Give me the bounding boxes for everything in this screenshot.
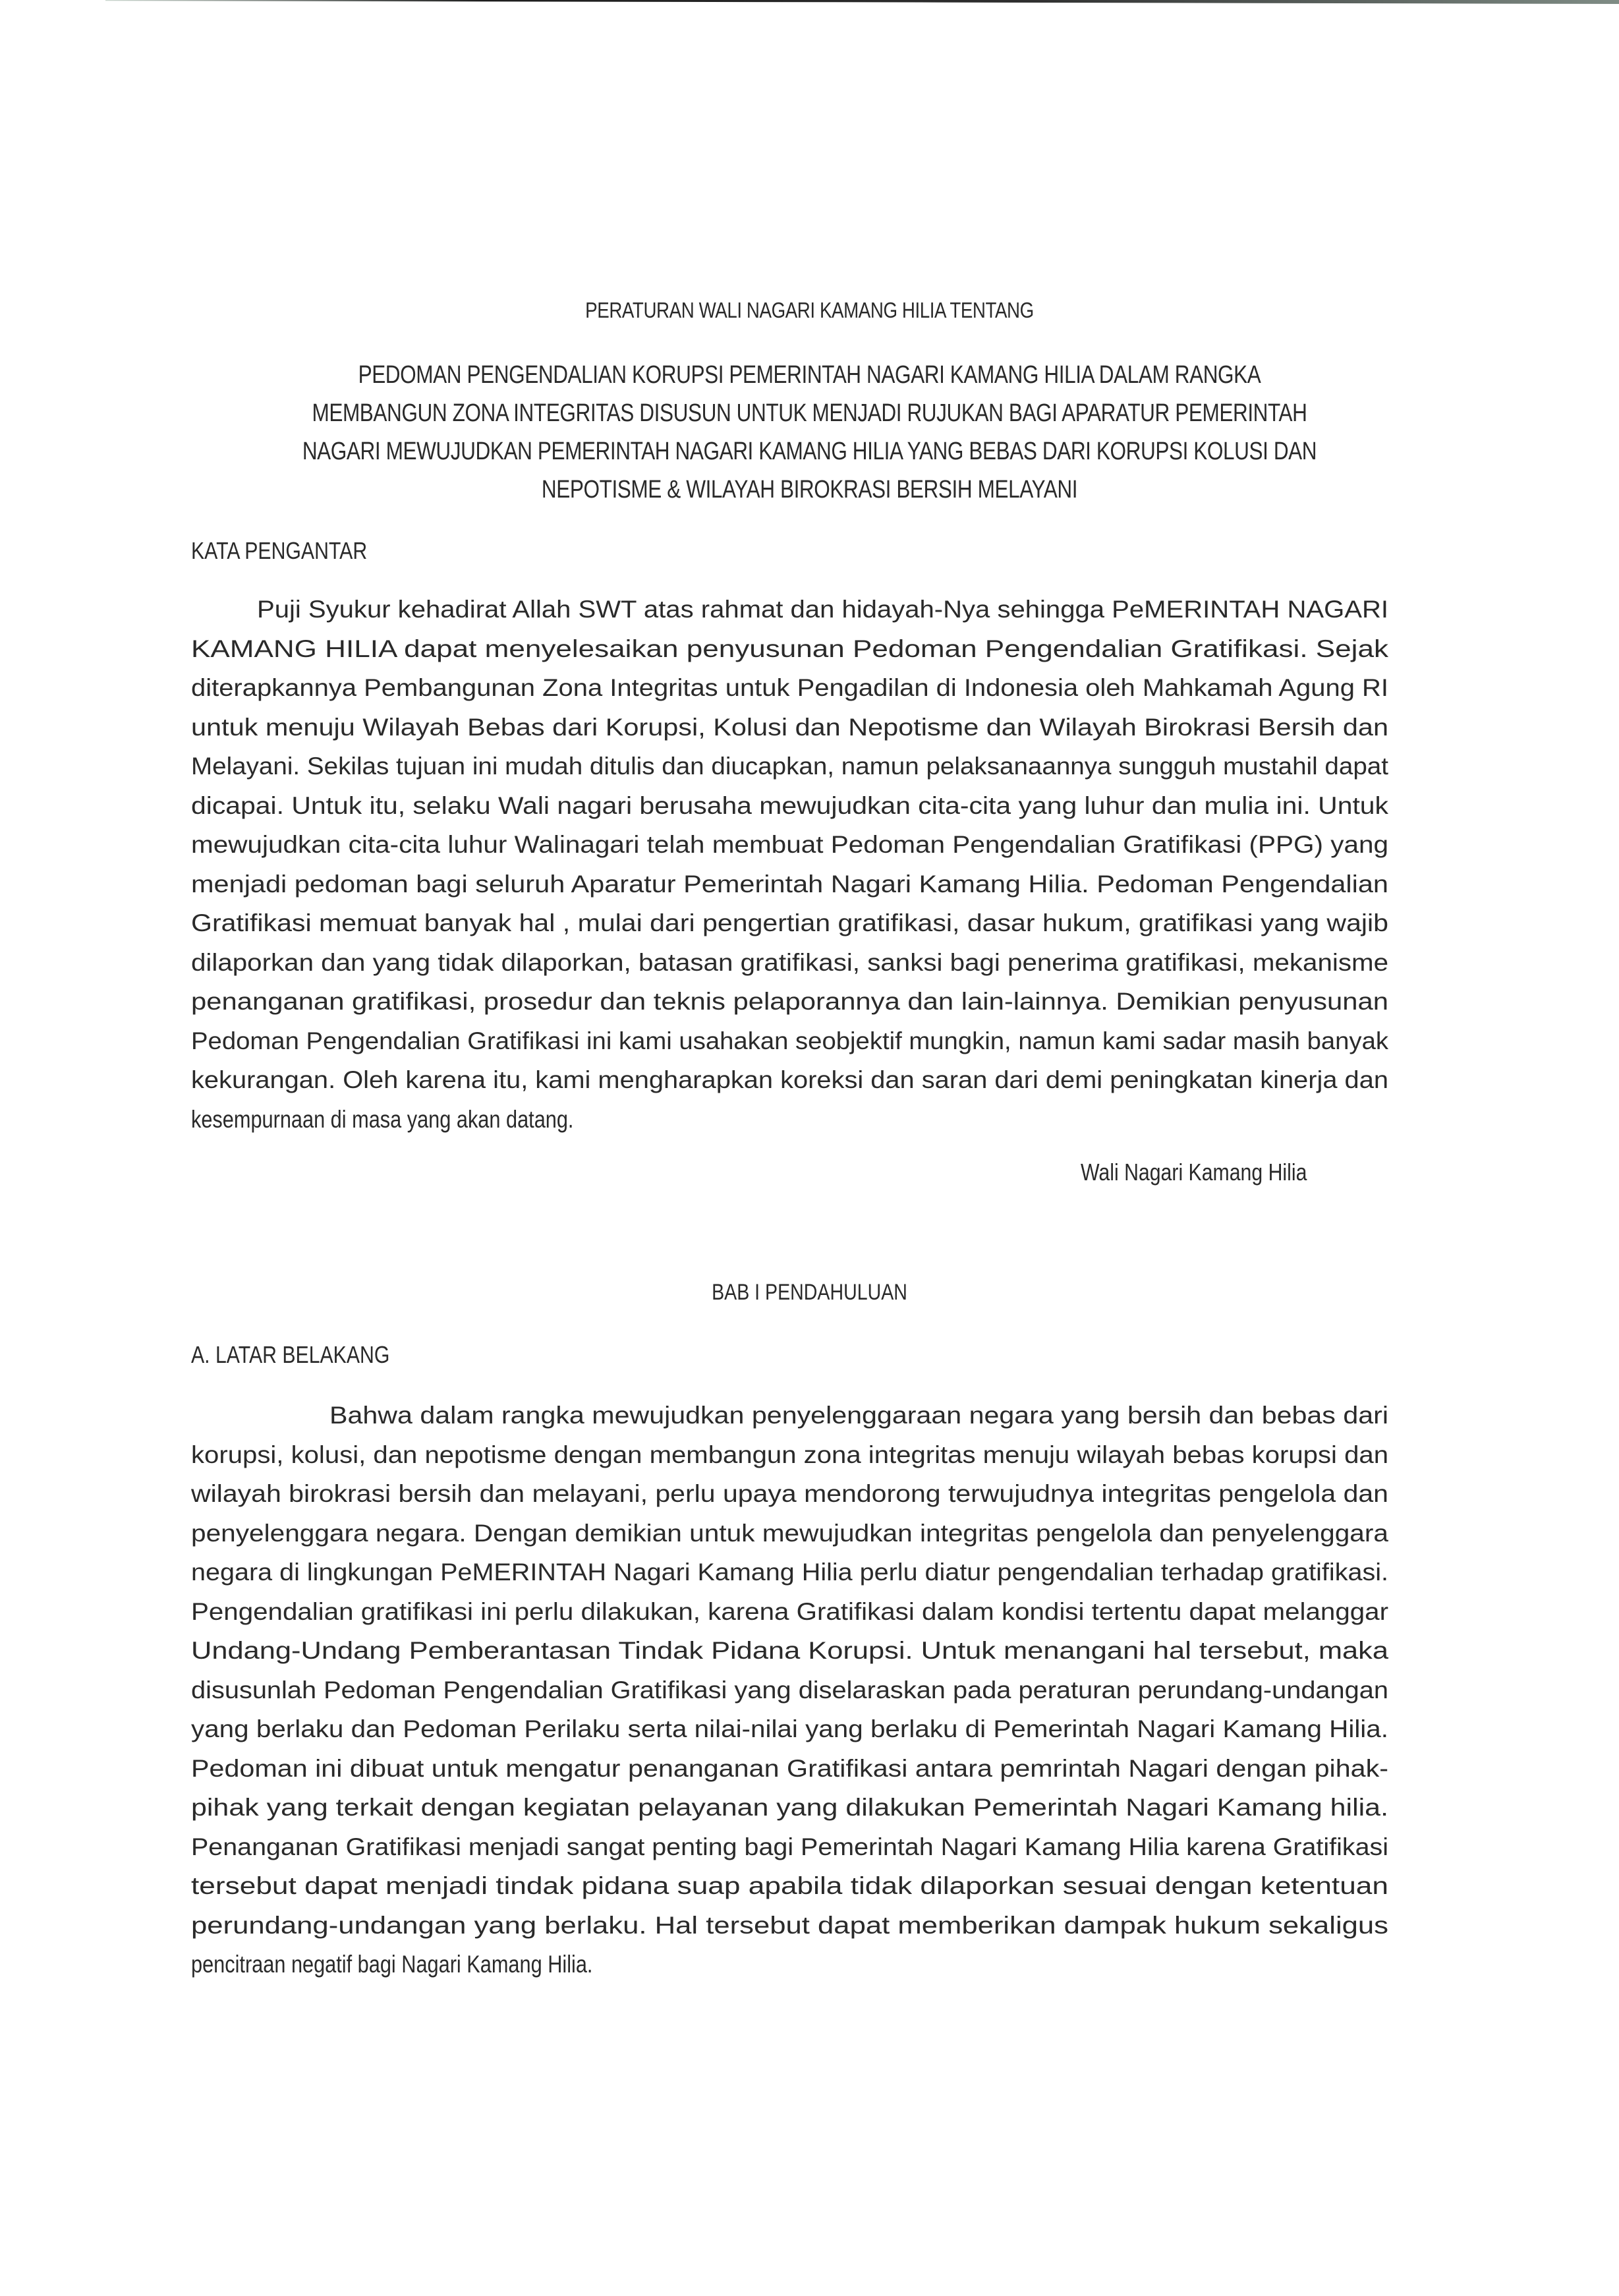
paragraph-line	[191, 1060, 1388, 1100]
paragraph-line-text: yang berlaku dan Pedoman Perilaku serta nilai-nilai yang berlaku di Pemerintah Nagari Kamang Hilia.	[191, 1715, 1388, 1742]
paragraph-line-text: untuk menuju Wilayah Bebas dari Korupsi, Kolusi dan Nepotisme dan Wilayah Birokrasi Bersih dan	[191, 713, 1388, 741]
paragraph-line-text: disusunlah Pedoman Pengendalian Gratifikasi yang diselaraskan pada peraturan perundang-undangan	[191, 1676, 1388, 1704]
background-paragraph	[191, 1396, 1388, 1984]
paragraph-line	[191, 786, 1388, 826]
paragraph-line	[191, 904, 1388, 943]
paragraph-line	[191, 1788, 1388, 1827]
paragraph-line	[191, 943, 1388, 983]
paragraph-line	[191, 1866, 1388, 1906]
paragraph-line-text: Puji Syukur kehadirat Allah SWT atas rahmat dan hidayah-Nya sehingga PeMERINTAH NAGARI	[257, 596, 1388, 623]
paragraph-line-text: Bahwa dalam rangka mewujudkan penyelenggaraan negara yang bersih dan bebas dari	[329, 1402, 1388, 1429]
paragraph-line	[191, 1100, 1388, 1139]
paragraph-line-text: penyelenggara negara. Dengan demikian untuk mewujudkan integritas pengelola dan penyelenggara	[191, 1519, 1388, 1547]
chapter-heading: BAB I PENDAHULUAN	[712, 1280, 907, 1305]
paragraph-line-text: kekurangan. Oleh karena itu, kami mengharapkan koreksi dan saran dari demi peningkatan kinerja dan	[191, 1066, 1388, 1093]
paragraph-line-text: KAMANG HILIA dapat menyelesaikan penyusunan Pedoman Pengendalian Gratifikasi. Sejak	[191, 635, 1388, 662]
paragraph-line	[191, 1631, 1388, 1671]
paragraph-line	[191, 1671, 1388, 1710]
paragraph-line	[191, 747, 1388, 786]
paragraph-line	[191, 865, 1388, 904]
subtitle-line: NAGARI MEWUJUDKAN PEMERINTAH NAGARI KAMANG HILIA YANG BEBAS DARI KORUPSI KOLUSI DAN	[302, 438, 1317, 465]
paragraph-line	[191, 668, 1388, 708]
paragraph-line-text: kesempurnaan di masa yang akan datang.	[191, 1105, 574, 1133]
paragraph-line-text: Melayani. Sekilas tujuan ini mudah ditulis dan diucapkan, namun pelaksanaannya sungguh mustahil dapat	[191, 753, 1388, 780]
paragraph-line	[191, 708, 1388, 747]
paragraph-line-text: menjadi pedoman bagi seluruh Aparatur Pemerintah Nagari Kamang Hilia. Pedoman Pengendalian	[191, 870, 1388, 898]
paragraph-line	[191, 1435, 1388, 1475]
document-title: PERATURAN WALI NAGARI KAMANG HILIA TENTANG	[585, 298, 1034, 322]
paragraph-line	[191, 1945, 1388, 1984]
paragraph-line	[191, 1827, 1388, 1867]
section-heading: A. LATAR BELAKANG	[191, 1341, 390, 1368]
paragraph-line	[191, 629, 1388, 669]
paragraph-line	[191, 1749, 1388, 1789]
paragraph-line-text: perundang-undangan yang berlaku. Hal tersebut dapat memberikan dampak hukum sekaligus	[191, 1911, 1388, 1939]
paragraph-line-text: pihak yang terkait dengan kegiatan pelayanan yang dilakukan Pemerintah Nagari Kamang hilia.	[191, 1794, 1388, 1821]
paragraph-line-text: korupsi, kolusi, dan nepotisme dengan membangun zona integritas menuju wilayah bebas korupsi dan	[191, 1441, 1388, 1468]
paragraph-line-text: Pedoman ini dibuat untuk mengatur penanganan Gratifikasi antara pemrintah Nagari dengan pihak-	[191, 1754, 1388, 1782]
paragraph-line	[191, 1709, 1388, 1749]
paragraph-line-text: Pedoman Pengendalian Gratifikasi ini kami usahakan seobjektif mungkin, namun kami sadar masih banyak	[191, 1027, 1388, 1054]
paragraph-line-text: mewujudkan cita-cita luhur Walinagari telah membuat Pedoman Pengendalian Gratifikasi (PPG) yang	[191, 831, 1388, 858]
foreword-signature: Wali Nagari Kamang Hilia	[1081, 1159, 1307, 1186]
subtitle-line: MEMBANGUN ZONA INTEGRITAS DISUSUN UNTUK MENJADI RUJUKAN BAGI APARATUR PEMERINTAH	[312, 399, 1307, 427]
foreword-heading: KATA PENGANTAR	[191, 537, 368, 564]
paragraph-line	[191, 1396, 1388, 1435]
paragraph-line-text: Penanganan Gratifikasi menjadi sangat penting bagi Pemerintah Nagari Kamang Hilia karena Gratifikasi	[191, 1833, 1388, 1860]
paragraph-line	[191, 1021, 1388, 1061]
subtitle-line: NEPOTISME & WILAYAH BIROKRASI BERSIH MELAYANI	[541, 476, 1078, 503]
paragraph-line	[191, 982, 1388, 1021]
paragraph-line-text: pencitraan negatif bagi Nagari Kamang Hilia.	[191, 1951, 593, 1978]
paragraph-line	[191, 825, 1388, 865]
paragraph-line	[191, 1553, 1388, 1592]
paragraph-line-text: wilayah birokrasi bersih dan melayani, perlu upaya mendorong terwujudnya integritas pengelola dan	[191, 1480, 1388, 1507]
paragraph-line	[191, 1514, 1388, 1553]
paragraph-line-text: dilaporkan dan yang tidak dilaporkan, batasan gratifikasi, sanksi bagi penerima gratifikasi, mekanisme	[191, 948, 1388, 976]
paragraph-line-text: Pengendalian gratifikasi ini perlu dilakukan, karena Gratifikasi dalam kondisi tertentu dapat melanggar	[191, 1597, 1388, 1625]
paragraph-line-text: Undang-Undang Pemberantasan Tindak Pidana Korupsi. Untuk menangani hal tersebut, maka	[191, 1637, 1388, 1664]
paragraph-line-text: tersebut dapat menjadi tindak pidana suap apabila tidak dilaporkan sesuai dengan ketentuan	[191, 1872, 1388, 1899]
document-subtitle	[132, 356, 1487, 509]
paragraph-line	[191, 1474, 1388, 1514]
subtitle-line: PEDOMAN PENGENDALIAN KORUPSI PEMERINTAH NAGARI KAMANG HILIA DALAM RANGKA	[358, 361, 1261, 389]
foreword-paragraph	[191, 590, 1388, 1139]
paragraph-line	[191, 1906, 1388, 1945]
paragraph-line	[191, 1592, 1388, 1632]
paragraph-line-text: penanganan gratifikasi, prosedur dan teknis pelaporannya dan lain-lainnya. Demikian penyusunan	[191, 988, 1388, 1015]
paragraph-line-text: negara di lingkungan PeMERINTAH Nagari Kamang Hilia perlu diatur pengendalian terhadap gratifikasi.	[191, 1559, 1388, 1586]
paragraph-line-text: Gratifikasi memuat banyak hal , mulai dari pengertian gratifikasi, dasar hukum, gratifikasi yang wajib	[191, 909, 1388, 936]
paragraph-line-text: dicapai. Untuk itu, selaku Wali nagari berusaha mewujudkan cita-cita yang luhur dan mulia ini. Untuk	[191, 791, 1388, 819]
paragraph-line	[191, 590, 1388, 629]
paragraph-line-text: diterapkannya Pembangunan Zona Integritas untuk Pengadilan di Indonesia oleh Mahkamah Agung RI	[191, 674, 1388, 701]
